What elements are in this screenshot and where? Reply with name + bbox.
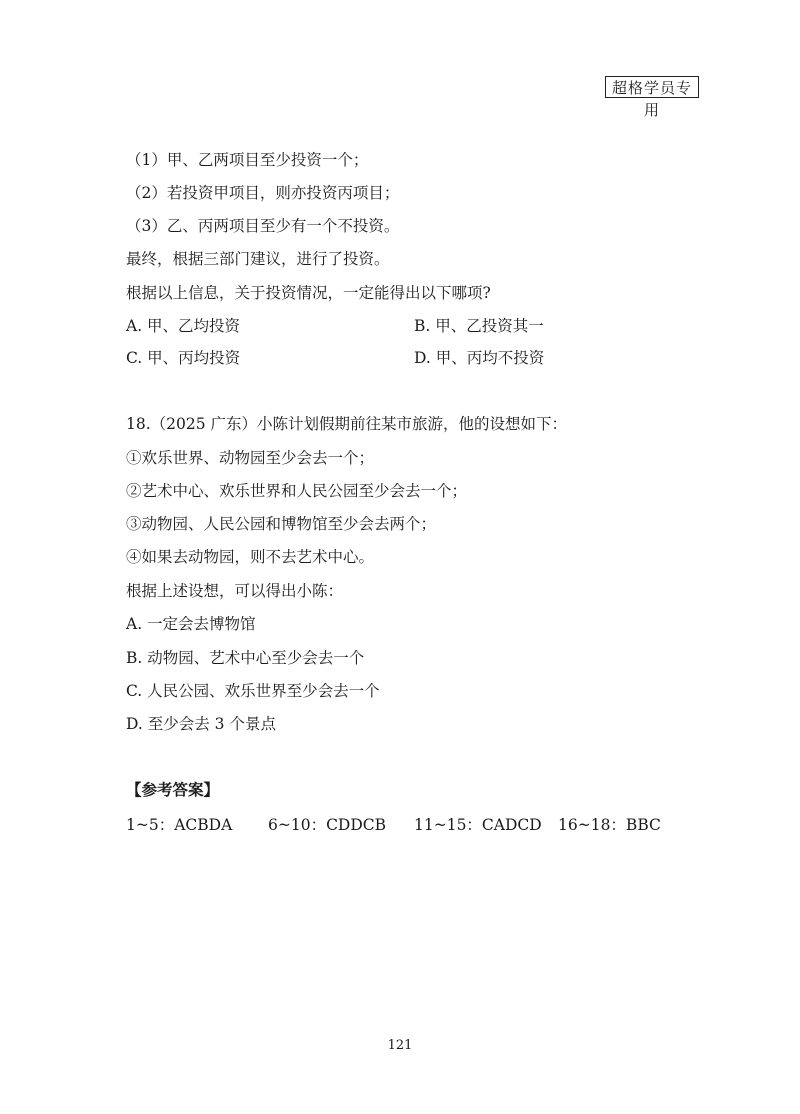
answer-group-2: 6~10：CDDCB (268, 816, 387, 834)
q17-condition-1: （1）甲、乙两项目至少投资一个； (126, 151, 369, 169)
answer-group-4: 16~18：BBC (558, 816, 661, 834)
q17-option-a: A. 甲、乙均投资 (126, 317, 241, 335)
q18-condition-4: ④如果去动物园，则不去艺术中心。 (126, 548, 375, 566)
page-number: 121 (387, 1038, 413, 1053)
q18-option-b: B. 动物园、艺术中心至少会去一个 (126, 649, 365, 667)
q17-condition-2: （2）若投资甲项目，则亦投资丙项目； (126, 184, 400, 202)
q18-condition-3: ③动物园、人民公园和博物馆至少会去两个； (126, 515, 437, 533)
q18-option-c: C. 人民公园、欢乐世界至少会去一个 (126, 682, 380, 700)
q18-option-d: D. 至少会去 3 个景点 (126, 715, 276, 733)
q17-question: 根据以上信息，关于投资情况，一定能得出以下哪项? (126, 284, 491, 302)
q18-condition-1: ①欢乐世界、动物园至少会去一个； (126, 449, 375, 467)
answer-group-1: 1~5：ACBDA (126, 816, 233, 834)
answer-group-3: 11~15：CADCD (414, 816, 542, 834)
q18-option-a: A. 一定会去博物馆 (126, 615, 256, 633)
q17-option-c: C. 甲、丙均投资 (126, 349, 241, 367)
q18-stem: 18.（2025 广东）小陈计划假期前往某市旅游，他的设想如下： (126, 415, 568, 433)
answers-heading: 【参考答案】 (126, 781, 220, 799)
q17-statement: 最终，根据三部门建议，进行了投资。 (126, 250, 390, 268)
q18-condition-2: ②艺术中心、欢乐世界和人民公园至少会去一个； (126, 482, 468, 500)
q17-option-d: D. 甲、丙均不投资 (414, 349, 545, 367)
student-only-stamp: 超格学员专用 (605, 76, 699, 98)
q17-option-b: B. 甲、乙投资其一 (414, 317, 544, 335)
q17-condition-3: （3）乙、丙两项目至少有一个不投资。 (126, 217, 400, 235)
q18-question: 根据上述设想，可以得出小陈： (126, 582, 344, 600)
